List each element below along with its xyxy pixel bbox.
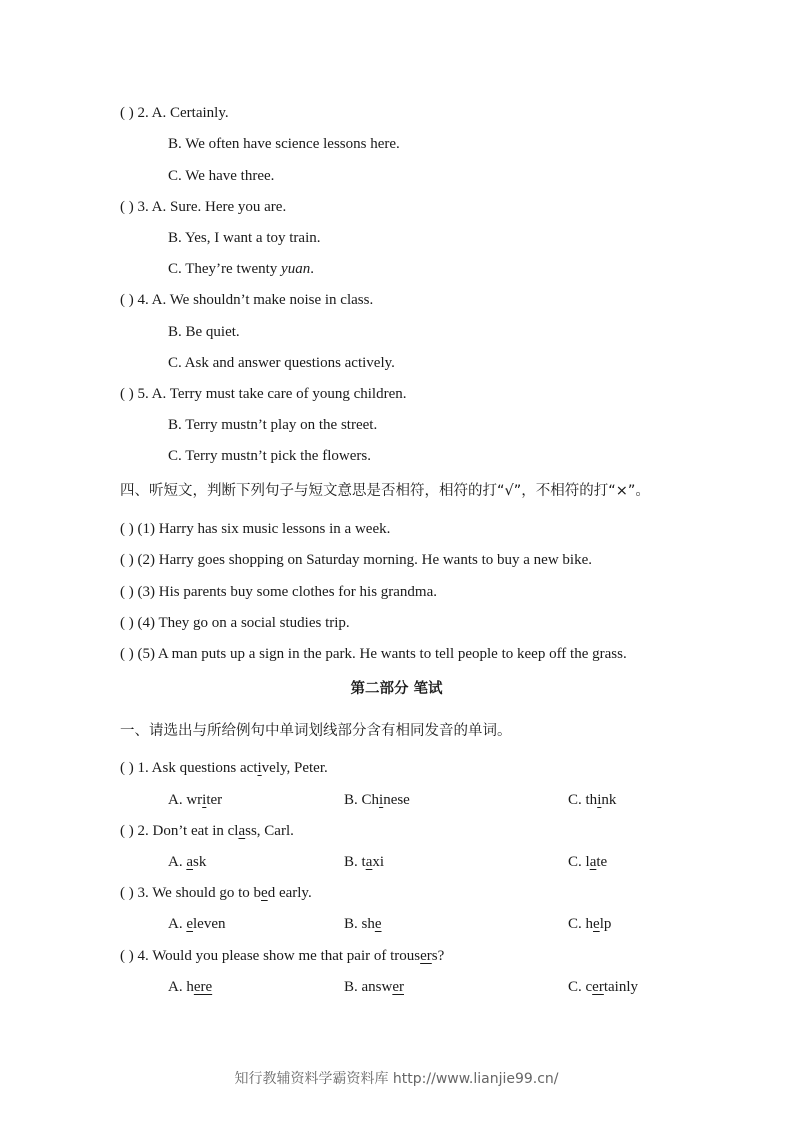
written-question-3-option-c: C. help <box>568 916 612 932</box>
question-3-stem: ( ) 3. A. Sure. Here you are. <box>120 199 287 215</box>
written-question-1-option-a: A. writer <box>168 792 223 808</box>
judgement-item-2: ( ) (2) Harry goes shopping on Saturday morning. He wants to buy a new bike. <box>120 552 592 568</box>
written-question-2-option-a: A. ask <box>168 854 207 870</box>
written-question-3-option-b: B. she <box>344 916 382 932</box>
question-4-stem: ( ) 4. A. We shouldn’t make noise in class. <box>120 292 374 308</box>
judgement-item-1: ( ) (1) Harry has six music lessons in a week. <box>120 521 391 537</box>
section-4-heading: 四、听短文，判断下列句子与短文意思是否相符，相符的打“√”，不相符的打“×”。 <box>120 483 650 499</box>
written-question-4-option-a: A. here <box>168 979 213 995</box>
question-5-option-c: C. Terry mustn’t pick the flowers. <box>168 448 371 464</box>
written-question-4-option-b: B. answer <box>344 979 404 995</box>
question-4-option-c: C. Ask and answer questions actively. <box>168 355 395 371</box>
written-question-2-stem: ( ) 2. Don’t eat in class, Carl. <box>120 823 294 839</box>
question-2-option-c: C. We have three. <box>168 168 275 184</box>
written-question-2-option-b: B. taxi <box>344 854 385 870</box>
question-4-option-b: B. Be quiet. <box>168 324 240 340</box>
written-question-4-stem: ( ) 4. Would you please show me that pair of trousers? <box>120 948 445 964</box>
question-2-stem: ( ) 2. A. Certainly. <box>120 105 229 121</box>
footer-watermark: 知行教辅资料学霸资料库 http://www.lianjie99.cn/ <box>234 1071 559 1087</box>
judgement-item-4: ( ) (4) They go on a social studies trip. <box>120 615 350 631</box>
judgement-item-5: ( ) (5) A man puts up a sign in the park. He wants to tell people to keep off the grass. <box>120 646 627 662</box>
written-question-1-option-b: B. Chinese <box>344 792 410 808</box>
question-5-stem: ( ) 5. A. Terry must take care of young children. <box>120 386 407 402</box>
written-question-2-option-c: C. late <box>568 854 608 870</box>
question-5-option-b: B. Terry mustn’t play on the street. <box>168 417 378 433</box>
written-question-3-stem: ( ) 3. We should go to bed early. <box>120 885 312 901</box>
written-question-3-option-a: A. eleven <box>168 916 226 932</box>
question-2-option-b: B. We often have science lessons here. <box>168 136 400 152</box>
written-section-1-heading: 一、请选出与所给例句中单词划线部分含有相同发音的单词。 <box>120 723 512 739</box>
question-3-option-b: B. Yes, I want a toy train. <box>168 230 321 246</box>
written-question-1-option-c: C. think <box>568 792 617 808</box>
written-question-4-option-c: C. certainly <box>568 979 638 995</box>
question-3-option-c: C. They’re twenty yuan. <box>168 261 314 277</box>
part-2-title: 第二部分 笔试 <box>350 681 443 697</box>
judgement-item-3: ( ) (3) His parents buy some clothes for his grandma. <box>120 584 438 600</box>
written-question-1-stem: ( ) 1. Ask questions actively, Peter. <box>120 760 328 776</box>
